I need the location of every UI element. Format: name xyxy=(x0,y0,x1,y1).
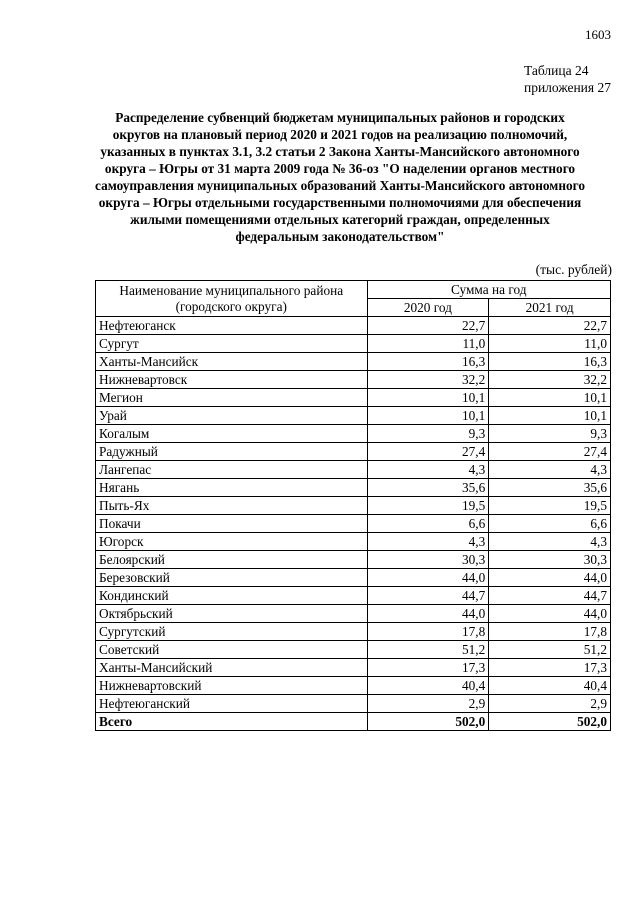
amount-2020-cell: 2,9 xyxy=(367,695,489,713)
amount-2021-cell: 30,3 xyxy=(489,551,611,569)
municipality-cell: Покачи xyxy=(96,515,368,533)
table-row xyxy=(96,497,611,515)
municipality-cell: Мегион xyxy=(96,389,368,407)
table-row xyxy=(96,569,611,587)
amount-2020-cell: 502,0 xyxy=(367,713,489,731)
amount-2020-cell: 9,3 xyxy=(367,425,489,443)
amount-2020-cell: 44,7 xyxy=(367,587,489,605)
amount-2020-cell: 32,2 xyxy=(367,371,489,389)
municipality-cell: Нягань xyxy=(96,479,368,497)
table-row xyxy=(96,317,611,335)
municipality-cell: Советский xyxy=(96,641,368,659)
amount-2020-cell: 44,0 xyxy=(367,569,489,587)
amount-2021-cell: 44,7 xyxy=(489,587,611,605)
table-row xyxy=(96,335,611,353)
amount-2021-cell: 32,2 xyxy=(489,371,611,389)
amount-2021-cell: 35,6 xyxy=(489,479,611,497)
header-municipality: Наименование муниципального района (городского округа) xyxy=(96,281,368,317)
amount-2021-cell: 44,0 xyxy=(489,605,611,623)
municipality-cell: Белоярский xyxy=(96,551,368,569)
municipality-cell: Сургутский xyxy=(96,623,368,641)
amount-2021-cell: 16,3 xyxy=(489,353,611,371)
table-row xyxy=(96,605,611,623)
amount-2021-cell: 4,3 xyxy=(489,461,611,479)
amount-2020-cell: 22,7 xyxy=(367,317,489,335)
amount-2021-cell: 10,1 xyxy=(489,407,611,425)
page-number: 1603 xyxy=(585,27,611,42)
municipality-cell: Нефтеюганский xyxy=(96,695,368,713)
table-row xyxy=(96,533,611,551)
table-row xyxy=(96,407,611,425)
table-total-row xyxy=(96,713,611,731)
units-note: (тыс. рублей) xyxy=(535,262,612,277)
amount-2020-cell: 10,1 xyxy=(367,407,489,425)
header-2020: 2020 год xyxy=(367,299,489,317)
amount-2020-cell: 17,8 xyxy=(367,623,489,641)
municipality-cell: Пыть-Ях xyxy=(96,497,368,515)
amount-2021-cell: 27,4 xyxy=(489,443,611,461)
table-row xyxy=(96,695,611,713)
amount-2020-cell: 10,1 xyxy=(367,389,489,407)
table-row xyxy=(96,515,611,533)
amount-2020-cell: 51,2 xyxy=(367,641,489,659)
table-row xyxy=(96,479,611,497)
table-row xyxy=(96,353,611,371)
amount-2021-cell: 17,8 xyxy=(489,623,611,641)
table-row xyxy=(96,389,611,407)
amount-2020-cell: 6,6 xyxy=(367,515,489,533)
municipality-cell: Урай xyxy=(96,407,368,425)
amount-2020-cell: 4,3 xyxy=(367,533,489,551)
amount-2021-cell: 4,3 xyxy=(489,533,611,551)
municipality-cell: Кондинский xyxy=(96,587,368,605)
municipality-cell: Октябрьский xyxy=(96,605,368,623)
amount-2020-cell: 19,5 xyxy=(367,497,489,515)
amount-2020-cell: 17,3 xyxy=(367,659,489,677)
table-row xyxy=(96,587,611,605)
municipality-cell: Нижневартовский xyxy=(96,677,368,695)
table-reference xyxy=(524,62,611,96)
table-row xyxy=(96,677,611,695)
amount-2021-cell: 51,2 xyxy=(489,641,611,659)
amount-2021-cell: 11,0 xyxy=(489,335,611,353)
municipality-cell: Березовский xyxy=(96,569,368,587)
amount-2021-cell: 6,6 xyxy=(489,515,611,533)
amount-2020-cell: 40,4 xyxy=(367,677,489,695)
amount-2020-cell: 44,0 xyxy=(367,605,489,623)
table-body xyxy=(96,317,611,731)
document-title: Распределение субвенций бюджетам муниципальных районов и городских округов на плановый период 2020 и 2021 годов на реализацию полномочий, указанных в пунктах 3.1, 3.2 статьи 2 Закона Ханты-Мансийского автономного округа – Югры от 31 марта 2009 года № 36-оз "О наделении органов местного самоуправления муниципальных образований Ханты-Мансийского автономного округа – Югры отдельными государственными полномочиями для обеспечения жилыми помещениями отдельных категорий граждан, определенных федеральным законодательством" xyxy=(95,110,585,244)
amount-2020-cell: 11,0 xyxy=(367,335,489,353)
municipality-cell: Ханты-Мансийский xyxy=(96,659,368,677)
table-row xyxy=(96,551,611,569)
municipality-cell: Радужный xyxy=(96,443,368,461)
subvention-table xyxy=(95,280,611,731)
municipality-cell: Югорск xyxy=(96,533,368,551)
amount-2021-cell: 17,3 xyxy=(489,659,611,677)
amount-2021-cell: 40,4 xyxy=(489,677,611,695)
municipality-cell: Лангепас xyxy=(96,461,368,479)
municipality-cell: Ханты-Мансийск xyxy=(96,353,368,371)
amount-2021-cell: 502,0 xyxy=(489,713,611,731)
header-annual-sum: Сумма на год xyxy=(367,281,611,299)
amount-2020-cell: 30,3 xyxy=(367,551,489,569)
table-row xyxy=(96,641,611,659)
amount-2020-cell: 4,3 xyxy=(367,461,489,479)
municipality-cell: Нижневартовск xyxy=(96,371,368,389)
amount-2021-cell: 22,7 xyxy=(489,317,611,335)
amount-2021-cell: 19,5 xyxy=(489,497,611,515)
table-row xyxy=(96,371,611,389)
amount-2020-cell: 16,3 xyxy=(367,353,489,371)
municipality-cell: Нефтеюганск xyxy=(96,317,368,335)
table-row xyxy=(96,659,611,677)
amount-2020-cell: 27,4 xyxy=(367,443,489,461)
table-row xyxy=(96,425,611,443)
amount-2020-cell: 35,6 xyxy=(367,479,489,497)
table-row xyxy=(96,461,611,479)
municipality-cell: Всего xyxy=(96,713,368,731)
table-reference-line2: приложения 27 xyxy=(523,80,611,95)
table-row xyxy=(96,623,611,641)
amount-2021-cell: 9,3 xyxy=(489,425,611,443)
municipality-cell: Сургут xyxy=(96,335,368,353)
municipality-cell: Когалым xyxy=(96,425,368,443)
amount-2021-cell: 44,0 xyxy=(489,569,611,587)
header-2021: 2021 год xyxy=(489,299,611,317)
amount-2021-cell: 2,9 xyxy=(489,695,611,713)
amount-2021-cell: 10,1 xyxy=(489,389,611,407)
table-reference-line1: Таблица 24 xyxy=(523,63,589,78)
table-row xyxy=(96,443,611,461)
